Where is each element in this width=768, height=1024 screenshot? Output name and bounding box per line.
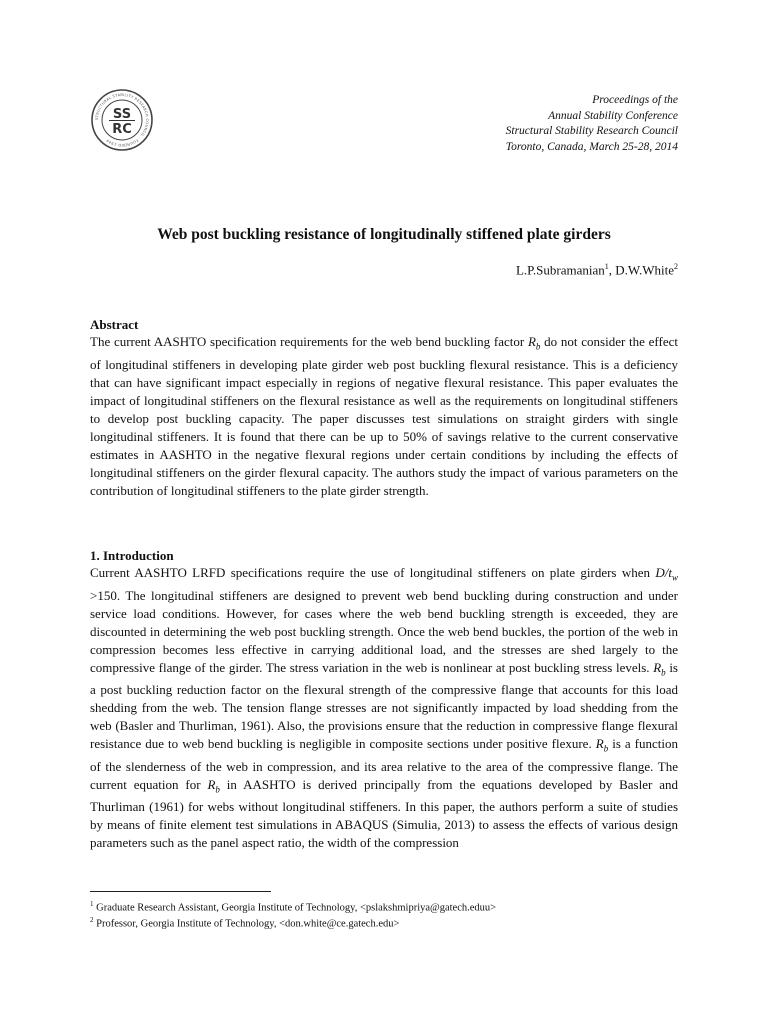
author-separator: , [608,262,616,278]
ssrc-logo [90,88,154,152]
svg-text:STRUCTURAL STABILITY RESEARCH: STRUCTURAL STABILITY RESEARCH COUNCIL · FOUNDED 1944 [94,92,150,148]
rb-symbol: $R_b$ [653,659,666,678]
svg-text:SS: SS [112,107,132,122]
footnote-1: $^1$ Graduate Research Assistant, Georgia Institute of Technology, <pslakshmipriya@gatech.eduu> [90,900,497,914]
footnote-divider [90,891,271,892]
conference-name: Annual Stability Conference [548,109,678,122]
author-1-mark: 1 [604,262,609,271]
rb-symbol: $R_b$ [527,334,541,352]
paper-title: Web post buckling resistance of longitudinally stiffened plate girders [157,226,611,243]
footnote-2: $^2$ Professor, Georgia Institute of Technology, <don.white@ce.gatech.edu> [90,916,400,930]
introduction-text: Current AASHTO LRFD specifications require the use of longitudinal stiffeners on plate girders when $D/t_w >150$. The longitudinal stiffeners are designed to prevent web bend buckling during construction and under service load conditions. However, for cases where the web bend buckling strength is exceeded, they are discounted in determining the web post buckling strength. Once the web bend buckles, the portion of the web in compression becomes less effective in carrying additional load, and the stresses are shed largely to the compressive flange of the girder. The stress variation in the web is nonlinear at post buckling stress levels. $R_b$ is a post buckling reduction factor on the flexural strength of the compressive flange that accounts for this load shedding from the web. The tension flange stresses are not significantly impacted by load shedding from the web (Basler and Thurliman, 1961). Also, the provisions ensure that the reduction in compressive flange flexural resistance due to web bend buckling is negligible in composite sections under positive flexure. $R_b$ is a function of the slenderness of the web in compression, and its area relative to the area of the compressive flange. The current equation for $R_b$ in AASHTO is derived principally from the equations developed by Basler and Thurliman (1961) for webs without longitudinal stiffeners. In this paper, the authors perform a suite of studies by means of finite element test simulations in ABAQUS (Simulia, 2013) to assess the effects of various design parameters such as the panel aspect ratio, the width of the compression [90,565,679,851]
author-list [516,262,678,278]
proceedings-line: Proceedings of the [592,94,678,106]
conference-info [418,93,678,155]
author-2: D.W.White [615,262,674,278]
author-1: L.P.Subramanian [515,262,605,278]
svg-text:RC: RC [112,122,132,137]
introduction-heading: 1. Introduction [90,548,174,563]
conference-location-date: Toronto, Canada, March 25-28, 2014 [505,140,678,153]
rb-symbol: $R_b$ [595,736,609,754]
d-over-tw-symbol: $D/t_w$ [655,565,678,583]
rb-symbol: $R_b$ [207,776,220,795]
council-name: Structural Stability Research Council [505,125,678,137]
abstract-text: The current AASHTO specification requirements for the web bend buckling factor $R_b$ do not consider the effect of longitudinal stiffeners in developing plate girder web post buckling flexural resistance. This is a deficiency that can have significant impact especially in regions of negative flexural resistance. This paper evaluates the impact of longitudinal stiffeners on the flexural resistance as well as the requirements on longitudinal stiffeners to develop post buckling capacity. The paper discusses test simulations on straight girders with single longitudinal stiffeners. It is found that there can be up to 50% of savings relative to the current conservative estimates in AASHTO in the negative flexural regions under certain conditions by including the effects of longitudinal stiffeners on the girder flexural capacity. The authors study the impact of various parameters on the contribution of longitudinal stiffeners to the plate girder strength. [90,334,678,498]
author-2-mark: 2 [674,262,678,271]
abstract-heading: Abstract [90,317,139,332]
